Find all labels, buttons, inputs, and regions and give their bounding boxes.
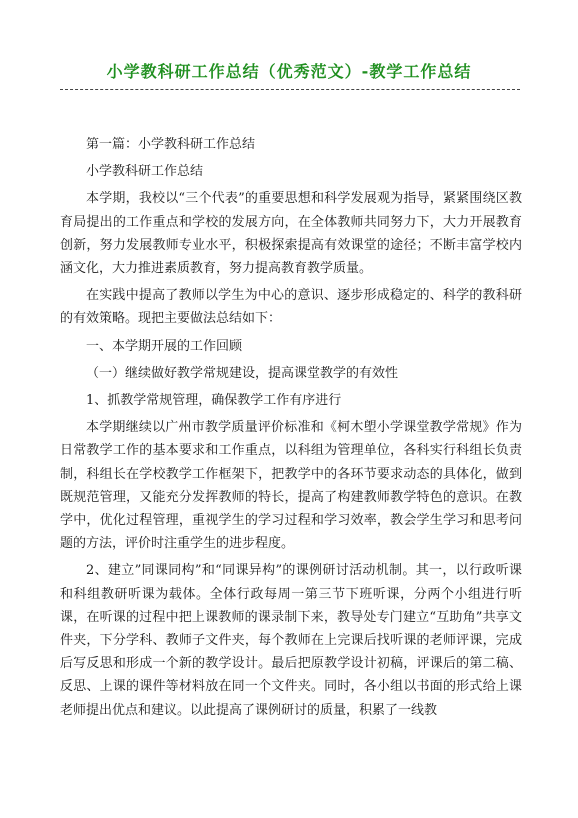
paragraph-intro: 本学期，我校以“三个代表”的重要思想和科学发展观为指导，紧紧围绕区教育局提出的工作重点和学校的发展方向，在全体教师共同努力下，大力开展教育创新，努力发展教师专业水平，积极探索提高有效课堂的途径；不断丰富学校内涵文化，大力推进素质教育，努力提高教育教学质量。 (60, 191, 522, 277)
title-divider (60, 89, 520, 90)
paragraph-subtitle: 小学教科研工作总结 (86, 164, 204, 180)
document-body (60, 133, 522, 722)
subsection-heading: （一）继续做好教学常规建设，提高课堂教学的有效性 (86, 365, 399, 381)
paragraph-chapter-heading: 第一篇：小学教科研工作总结 (86, 137, 256, 152)
paragraph-lesson-research: 2、建立”同课同构”和“同课异构”的课例研讨活动机制。其一，以行政听课和科组教研听课为载体。全体行政每周一第三节下班听课，分两个小组进行听课，在听课的过程中把上课教师的课录制下来，教导处专门建立“互助角”共享文件夹，下分学科、教师子文件夹，每个教师在上完课后找听课的老师评课，完成后写反思和形成一个新的教学设计。最后把原教学设计初稿，评课后的第二稿、反思、上课的课件等材料放在同一个文件夹。同时，各小组以书面的形式给上课老师提出优点和建议。以此提高了课例研讨的质量，积累了一线教 (60, 563, 522, 718)
section-heading: 一、本学期开展的工作回顾 (86, 338, 243, 354)
document-title: 小学教科研工作总结（优秀范文）-教学工作总结 (106, 62, 472, 81)
paragraph-summary-lead: 在实践中提高了教师以学生为中心的意识、逐步形成稳定的、科学的教科研的有效策略。现把主要做法总结如下： (60, 288, 522, 327)
item-heading-1: 1、抓教学常规管理，确保教学工作有序进行 (86, 393, 342, 409)
paragraph-routine-management: 本学期继续以广州市教学质量评价标准和《柯木塱小学课堂教学常规》作为日常教学工作的基本要求和工作重点，以科组为管理单位，各科实行科组长负责制，科组长在学校教学工作框架下，把教学中的各环节要求动态的具体化，做到既规范管理，又能充分发挥教师的特长，提高了构建教师教学特色的意识。在教学中，优化过程管理，重视学生的学习过程和学习效率，教会学生学习和思考问题的方法，评价时注重学生的进步程度。 (60, 420, 522, 552)
